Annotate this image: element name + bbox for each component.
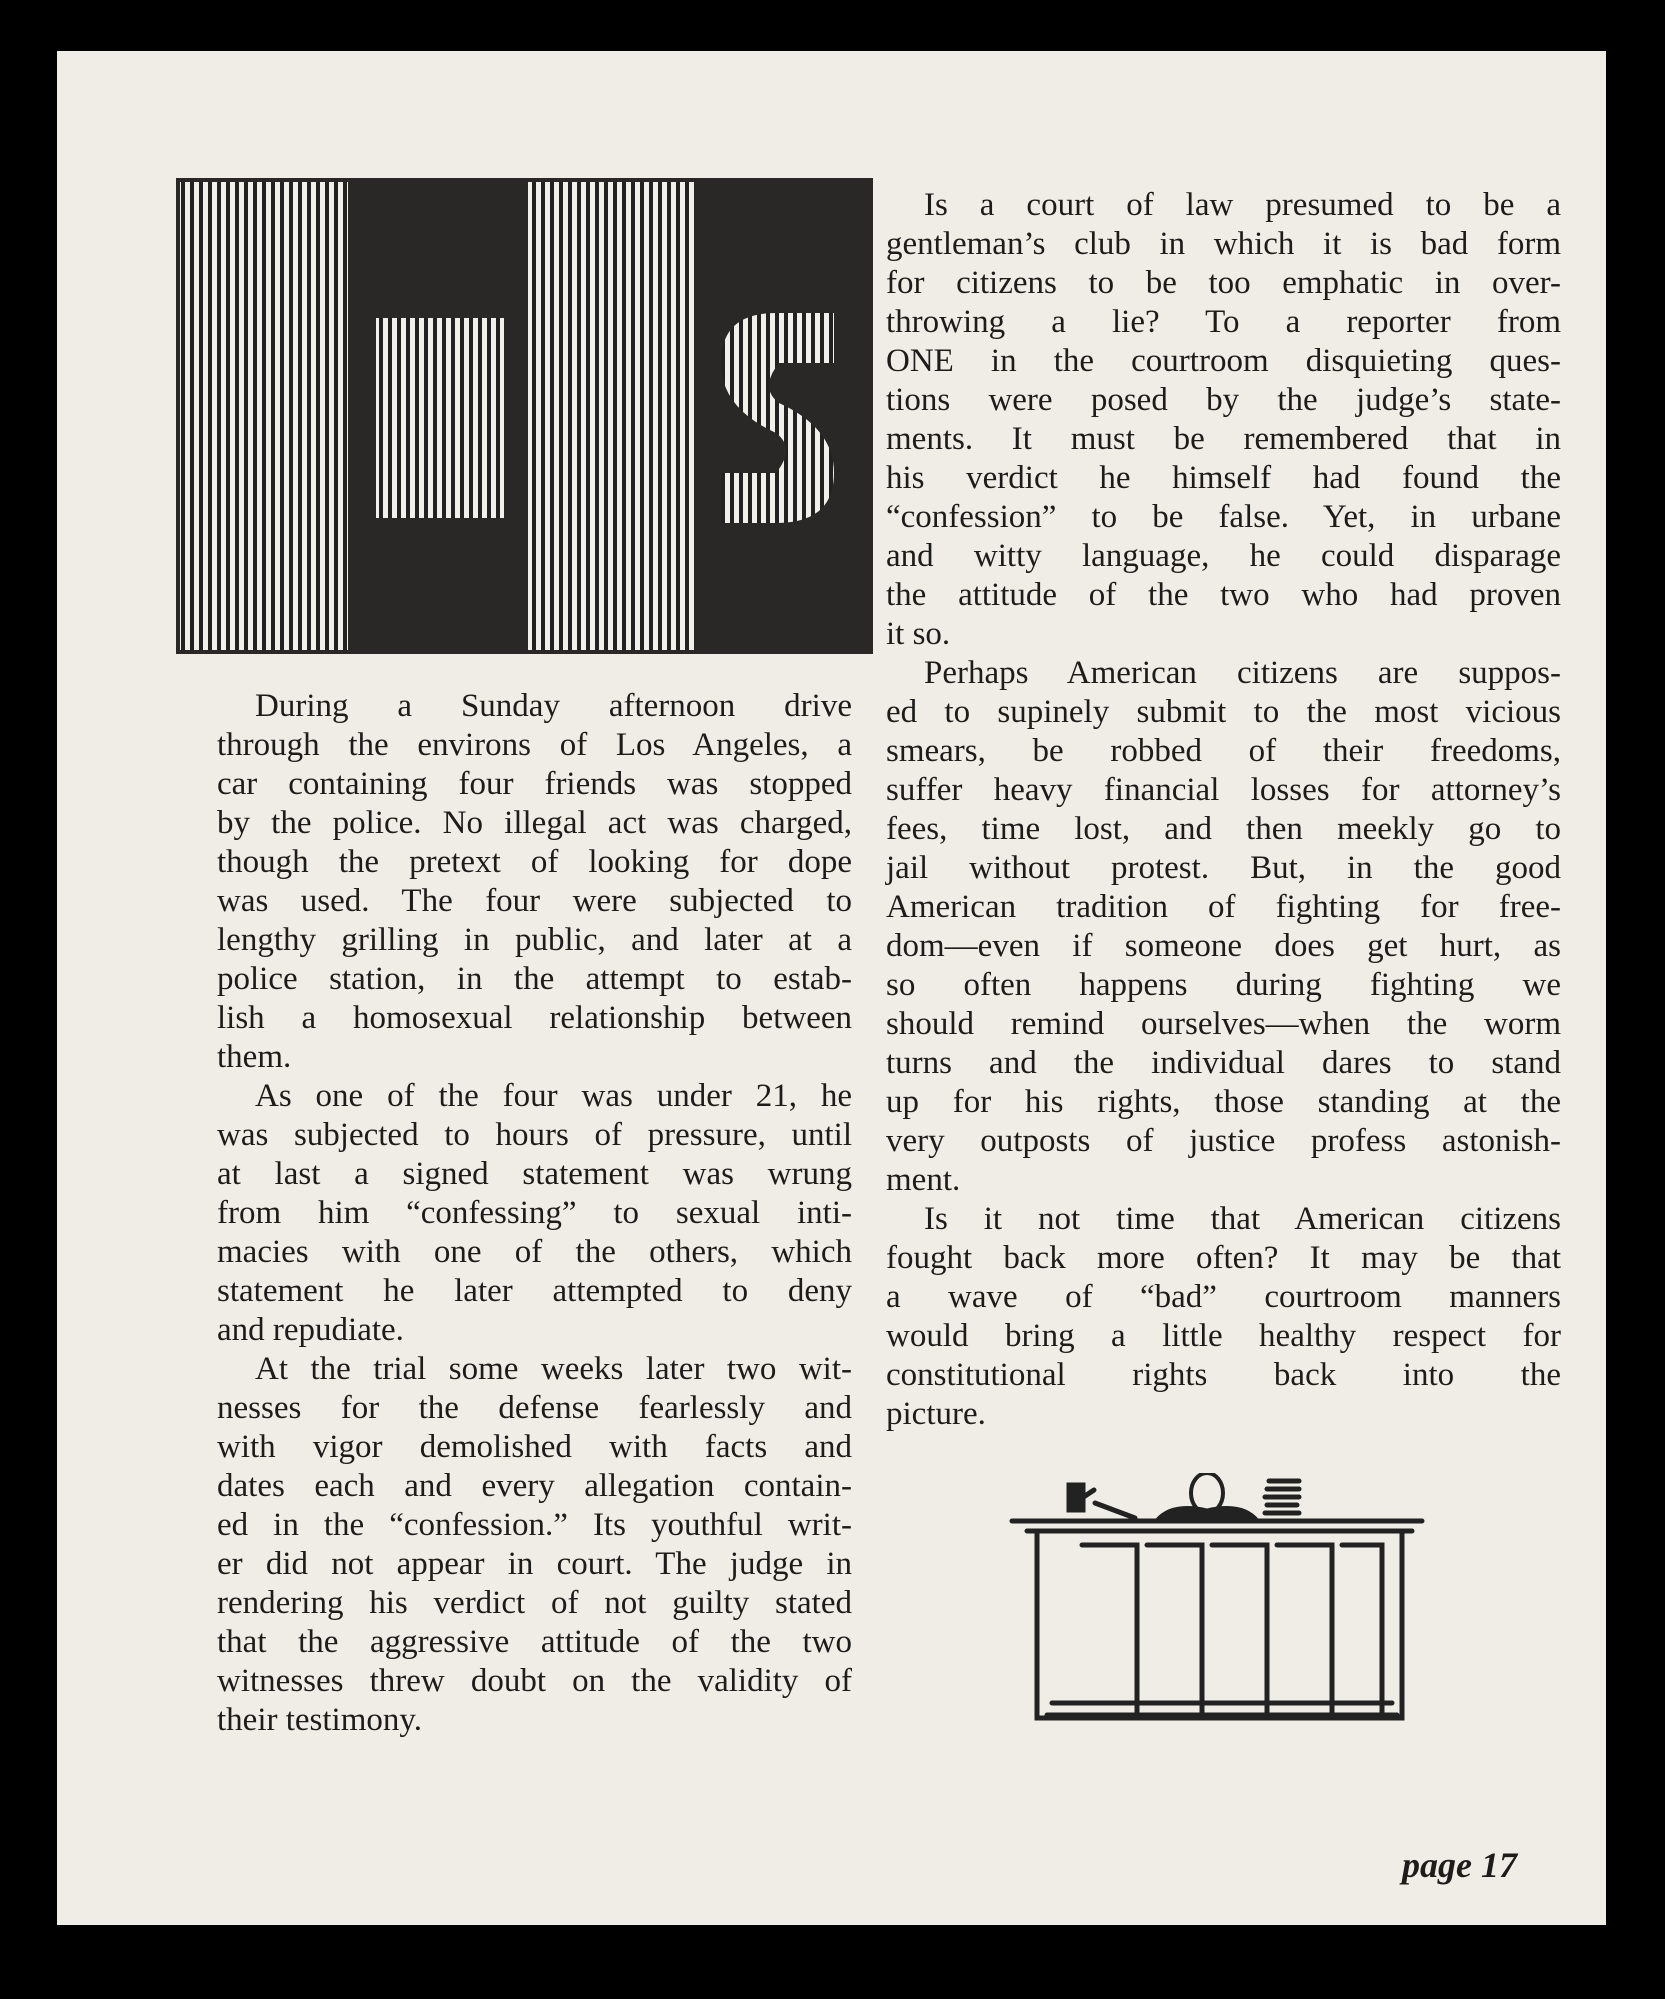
text-line: constitutional rights back into the [886, 1357, 1561, 1393]
text-line: ment. [886, 1162, 961, 1198]
text-line: jail without protest. But, in the good [886, 850, 1561, 886]
text-line: rendering his verdict of not guilty stated [217, 1585, 852, 1621]
left-column [217, 687, 852, 1740]
text-line: that the aggressive attitude of the two [217, 1624, 852, 1660]
text-line: so often happens during fighting we [886, 967, 1561, 1003]
text-line: picture. [886, 1396, 986, 1432]
right-column [886, 186, 1561, 1434]
text-line: at last a signed statement was wrung [217, 1156, 852, 1192]
text-line: American tradition of fighting for free- [886, 889, 1561, 925]
text-line: through the environs of Los Angeles, a [217, 727, 852, 763]
text-line: by the police. No illegal act was charged, [217, 805, 852, 841]
page-number: page 17 [1402, 1845, 1517, 1885]
text-line: witnesses threw doubt on the validity of [217, 1663, 852, 1699]
text-line: “confession” to be false. Yet, in urbane [886, 499, 1561, 535]
text-line: turns and the individual dares to stand [886, 1045, 1561, 1081]
text-line: dom—even if someone does get hurt, as [886, 928, 1561, 964]
news-masthead-logo [176, 178, 873, 654]
text-line: would bring a little healthy respect for [886, 1318, 1561, 1354]
judge-bench-illustration [1007, 1473, 1434, 1737]
text-line: Is it not time that American citizens [924, 1201, 1561, 1237]
text-line: As one of the four was under 21, he [255, 1078, 852, 1114]
text-line: lish a homosexual relationship between [217, 1000, 852, 1036]
text-line: and witty language, he could disparage [886, 538, 1561, 574]
text-line: his verdict he himself had found the [886, 460, 1561, 496]
text-line: statement he later attempted to deny [217, 1273, 852, 1309]
text-line: up for his rights, those standing at the [886, 1084, 1561, 1120]
text-line: was used. The four were subjected to [217, 883, 852, 919]
text-line: fees, time lost, and then meekly go to [886, 811, 1561, 847]
text-line: should remind ourselves—when the worm [886, 1006, 1561, 1042]
text-line: throwing a lie? To a reporter from [886, 304, 1561, 340]
text-line: car containing four friends was stopped [217, 766, 852, 802]
text-line: though the pretext of looking for dope [217, 844, 852, 880]
text-line: their testimony. [217, 1702, 422, 1738]
text-line: suffer heavy financial losses for attorney’s [886, 772, 1561, 808]
text-line: a wave of “bad” courtroom manners [886, 1279, 1561, 1315]
text-line: the attitude of the two who had proven [886, 577, 1561, 613]
text-line: er did not appear in court. The judge in [217, 1546, 852, 1582]
text-line: lengthy grilling in public, and later at a [217, 922, 852, 958]
text-line: During a Sunday afternoon drive [255, 688, 852, 724]
text-line: them. [217, 1039, 292, 1075]
text-line: from him “confessing” to sexual inti- [217, 1195, 852, 1231]
text-line: police station, in the attempt to estab- [217, 961, 852, 997]
text-line: ONE in the courtroom disquieting ques- [886, 343, 1561, 379]
text-line: dates each and every allegation contain- [217, 1468, 852, 1504]
text-line: and repudiate. [217, 1312, 404, 1348]
text-line: ed in the “confession.” Its youthful writ- [217, 1507, 852, 1543]
text-line: Is a court of law presumed to be a [924, 187, 1561, 223]
text-line: ments. It must be remembered that in [886, 421, 1561, 457]
text-line: fought back more often? It may be that [886, 1240, 1561, 1276]
text-line: macies with one of the others, which [217, 1234, 852, 1270]
text-line: was subjected to hours of pressure, until [217, 1117, 852, 1153]
text-line: tions were posed by the judge’s state- [886, 382, 1561, 418]
text-line: At the trial some weeks later two wit- [255, 1351, 852, 1387]
text-line: ed to supinely submit to the most vicious [886, 694, 1561, 730]
text-line: gentleman’s club in which it is bad form [886, 226, 1561, 262]
text-line: it so. [886, 616, 951, 652]
text-line: with vigor demolished with facts and [217, 1429, 852, 1465]
text-line: nesses for the defense fearlessly and [217, 1390, 852, 1426]
text-line: very outposts of justice profess astonish- [886, 1123, 1561, 1159]
magazine-page [57, 51, 1606, 1925]
text-line: for citizens to be too emphatic in over- [886, 265, 1561, 301]
text-line: Perhaps American citizens are suppos- [924, 655, 1561, 691]
text-line: smears, be robbed of their freedoms, [886, 733, 1561, 769]
